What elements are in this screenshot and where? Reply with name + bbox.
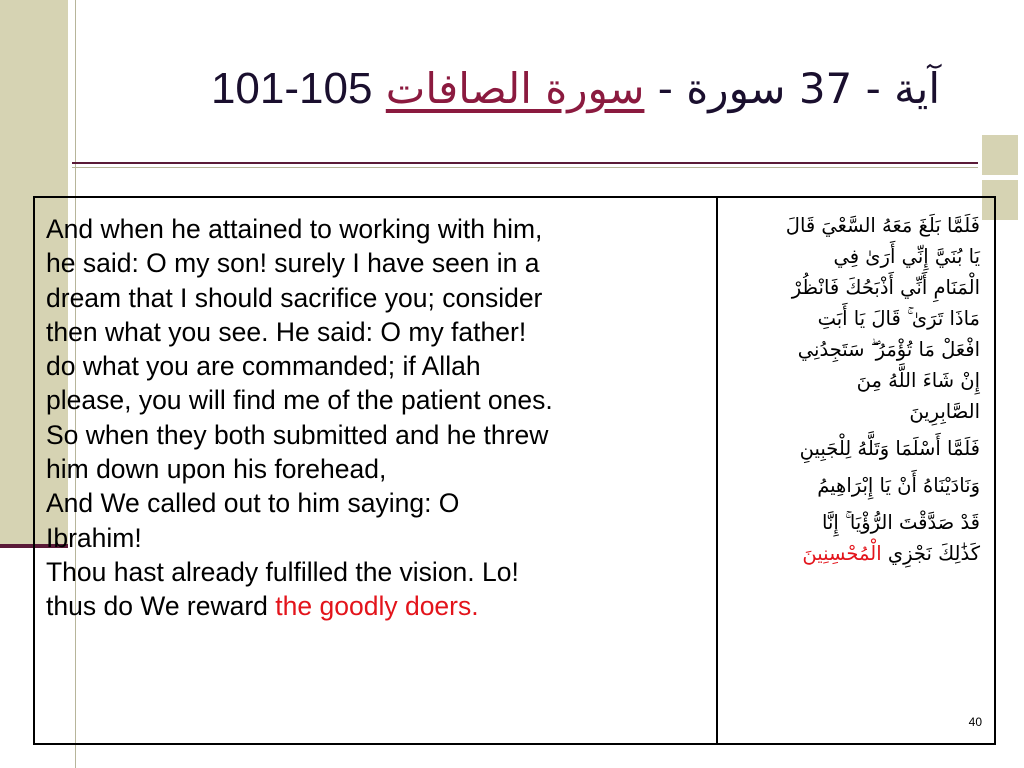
english-line: dream that I should sacrifice you; consider xyxy=(46,282,543,313)
english-line: him down upon his forehead, xyxy=(46,454,387,485)
english-highlight: the goodly doers. xyxy=(275,591,479,622)
arabic-last-line-prefix: كَذَٰلِكَ نَجْزِي xyxy=(881,542,980,565)
arabic-line: مَاذَا تَرَىٰ ۚ قَالَ يَا أَبَتِ xyxy=(817,307,980,330)
sura-name-link[interactable]: سورة الصافات xyxy=(385,64,645,113)
arabic-line: الْمَنَامِ أَنِّي أَذْبَحُكَ فَانْظُرْ xyxy=(791,276,980,299)
english-line: And We called out to him saying: O xyxy=(46,488,460,519)
arabic-line: وَنَادَيْنَاهُ أَنْ يَا إِبْرَاهِيمُ xyxy=(817,474,980,497)
page-number: 40 xyxy=(968,715,982,729)
english-line: please, you will find me of the patient ones. xyxy=(46,385,553,416)
english-last-line-prefix: thus do We reward xyxy=(46,591,276,622)
arabic-last-line xyxy=(730,538,980,569)
english-line: he said: O my son! surely I have seen in a xyxy=(46,248,540,279)
arabic-column xyxy=(718,198,994,743)
arabic-line: افْعَلْ مَا تُؤْمَرُ ۖ سَتَجِدُنِي xyxy=(797,338,980,361)
english-line: So when they both submitted and he threw xyxy=(46,419,549,450)
arabic-line: إِنْ شَاءَ اللَّهُ مِنَ xyxy=(856,369,980,392)
arabic-line: يَا بُنَيَّ إِنِّي أَرَىٰ فِي xyxy=(833,245,980,268)
arabic-line: قَدْ صَدَّقْتَ الرُّؤْيَا ۚ إِنَّا xyxy=(822,511,980,534)
english-line: do what you are commanded; if Allah xyxy=(46,351,481,382)
english-line: Thou hast already fulfilled the vision. Lo! xyxy=(46,556,519,587)
english-line: then what you see. He said: O my father! xyxy=(46,316,527,347)
title-divider-light xyxy=(72,167,978,168)
slide-title xyxy=(0,64,940,134)
english-line: And when he attained to working with him, xyxy=(46,214,543,244)
right-decor-block-top xyxy=(982,135,1018,175)
title-middle: آية - 37 سورة - xyxy=(372,64,940,113)
title-divider xyxy=(72,162,978,164)
translation-table xyxy=(33,196,996,745)
english-column xyxy=(35,198,718,743)
arabic-highlight: الْمُحْسِنِينَ xyxy=(802,542,882,565)
english-last-line xyxy=(46,589,706,623)
title-verse-range: 101-105 xyxy=(210,64,373,113)
arabic-line: فَلَمَّا بَلَغَ مَعَهُ السَّعْيَ قَالَ xyxy=(785,214,980,237)
arabic-line: فَلَمَّا أَسْلَمَا وَتَلَّهُ لِلْجَبِينِ xyxy=(799,437,980,460)
arabic-line: الصَّابِرِينَ xyxy=(909,400,980,423)
english-line: Ibrahim! xyxy=(46,522,142,553)
